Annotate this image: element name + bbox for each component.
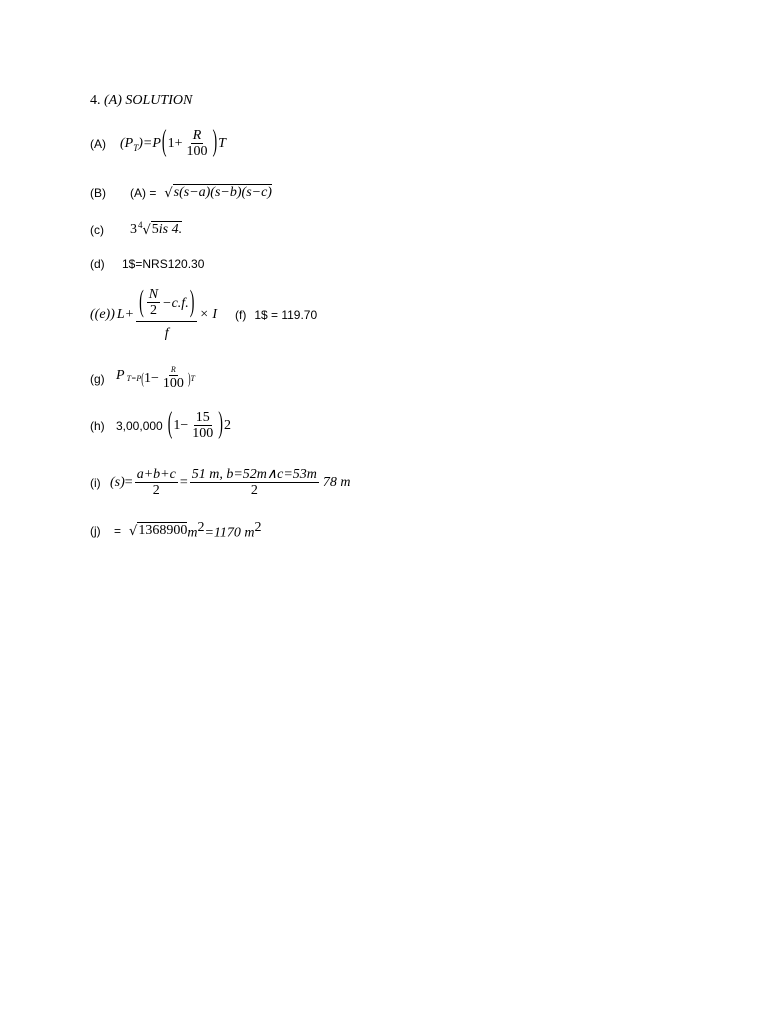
formula-a: $(P_T)=P$ bbox=[120, 135, 161, 153]
item-c bbox=[90, 221, 182, 238]
square-root: √ s(s−a)(s−b)(s−c) bbox=[164, 185, 272, 201]
formula-e-l: L+ bbox=[116, 306, 135, 322]
area-result: =1170 $m^2$ bbox=[204, 520, 262, 541]
median-fraction: ( $\frac{N}{2}$ −c.f. ) f bbox=[136, 287, 197, 343]
item-label: (c) bbox=[90, 222, 104, 237]
fraction-abc-2: $\frac{a+b+c}{2}$ bbox=[136, 467, 176, 499]
formula-g: P T=P ( 1− $\frac{R}{100}$ ) T bbox=[116, 365, 195, 391]
open-paren: ( bbox=[167, 408, 173, 442]
item-g bbox=[90, 366, 195, 392]
coefficient: 3 bbox=[130, 221, 137, 237]
principal-amount: 3,00,000 bbox=[116, 419, 163, 434]
heading-title: SOLUTION bbox=[125, 93, 193, 108]
solution-heading bbox=[90, 93, 192, 109]
item-h bbox=[90, 410, 231, 442]
fraction-r-100: $\frac{R}{100}$ bbox=[186, 128, 208, 160]
formula-a-one: 1+ bbox=[167, 136, 183, 152]
fourth-root: 4 √ 5is 4. bbox=[138, 220, 183, 238]
item-a bbox=[90, 128, 226, 160]
equals-sign: = bbox=[124, 475, 133, 491]
formula-h-exponent: 2 bbox=[223, 418, 231, 434]
equals-sign: = bbox=[179, 475, 188, 491]
item-f-label: (f) bbox=[234, 307, 247, 322]
item-label: (A) bbox=[90, 137, 106, 152]
part-label: (A) bbox=[100, 93, 126, 108]
item-b bbox=[90, 184, 272, 201]
item-label: (h) bbox=[90, 419, 105, 434]
item-label: (d) bbox=[90, 257, 105, 271]
close-paren: ) bbox=[212, 126, 218, 160]
formula-a-tail: T bbox=[218, 136, 226, 152]
item-d bbox=[90, 257, 204, 271]
semi-perimeter: (s) bbox=[110, 475, 125, 491]
item-i bbox=[90, 467, 351, 499]
square-root: √ 1368900 bbox=[129, 523, 188, 540]
item-label: ((e)) bbox=[90, 306, 115, 322]
exchange-rate-text: 1$=NRS120.30 bbox=[122, 257, 205, 271]
item-j-prefix: = bbox=[114, 523, 122, 538]
formula-i-result: 78 m bbox=[322, 475, 351, 491]
fraction-sides-2: $\frac{51 m, b=52m\wedge c=53m}{2}$ bbox=[191, 467, 317, 499]
item-label: (i) bbox=[90, 476, 101, 491]
formula-e-times: × I bbox=[199, 306, 217, 322]
open-paren: ( bbox=[161, 126, 167, 160]
fraction-15-100: $\frac{15}{100}$ bbox=[192, 410, 214, 442]
item-label: (B) bbox=[90, 185, 106, 200]
item-b-prefix: (A) = bbox=[130, 185, 157, 200]
item-j bbox=[90, 520, 261, 542]
close-paren: ) bbox=[218, 408, 223, 442]
item-label: (j) bbox=[90, 523, 101, 538]
item-e bbox=[90, 287, 317, 343]
area-unit: $m^2$ bbox=[187, 520, 205, 541]
item-f-text: 1$ = 119.70 bbox=[254, 307, 318, 322]
question-number: 4. bbox=[90, 93, 101, 108]
item-label: (g) bbox=[90, 371, 105, 386]
formula-h-one: 1− bbox=[173, 418, 189, 434]
